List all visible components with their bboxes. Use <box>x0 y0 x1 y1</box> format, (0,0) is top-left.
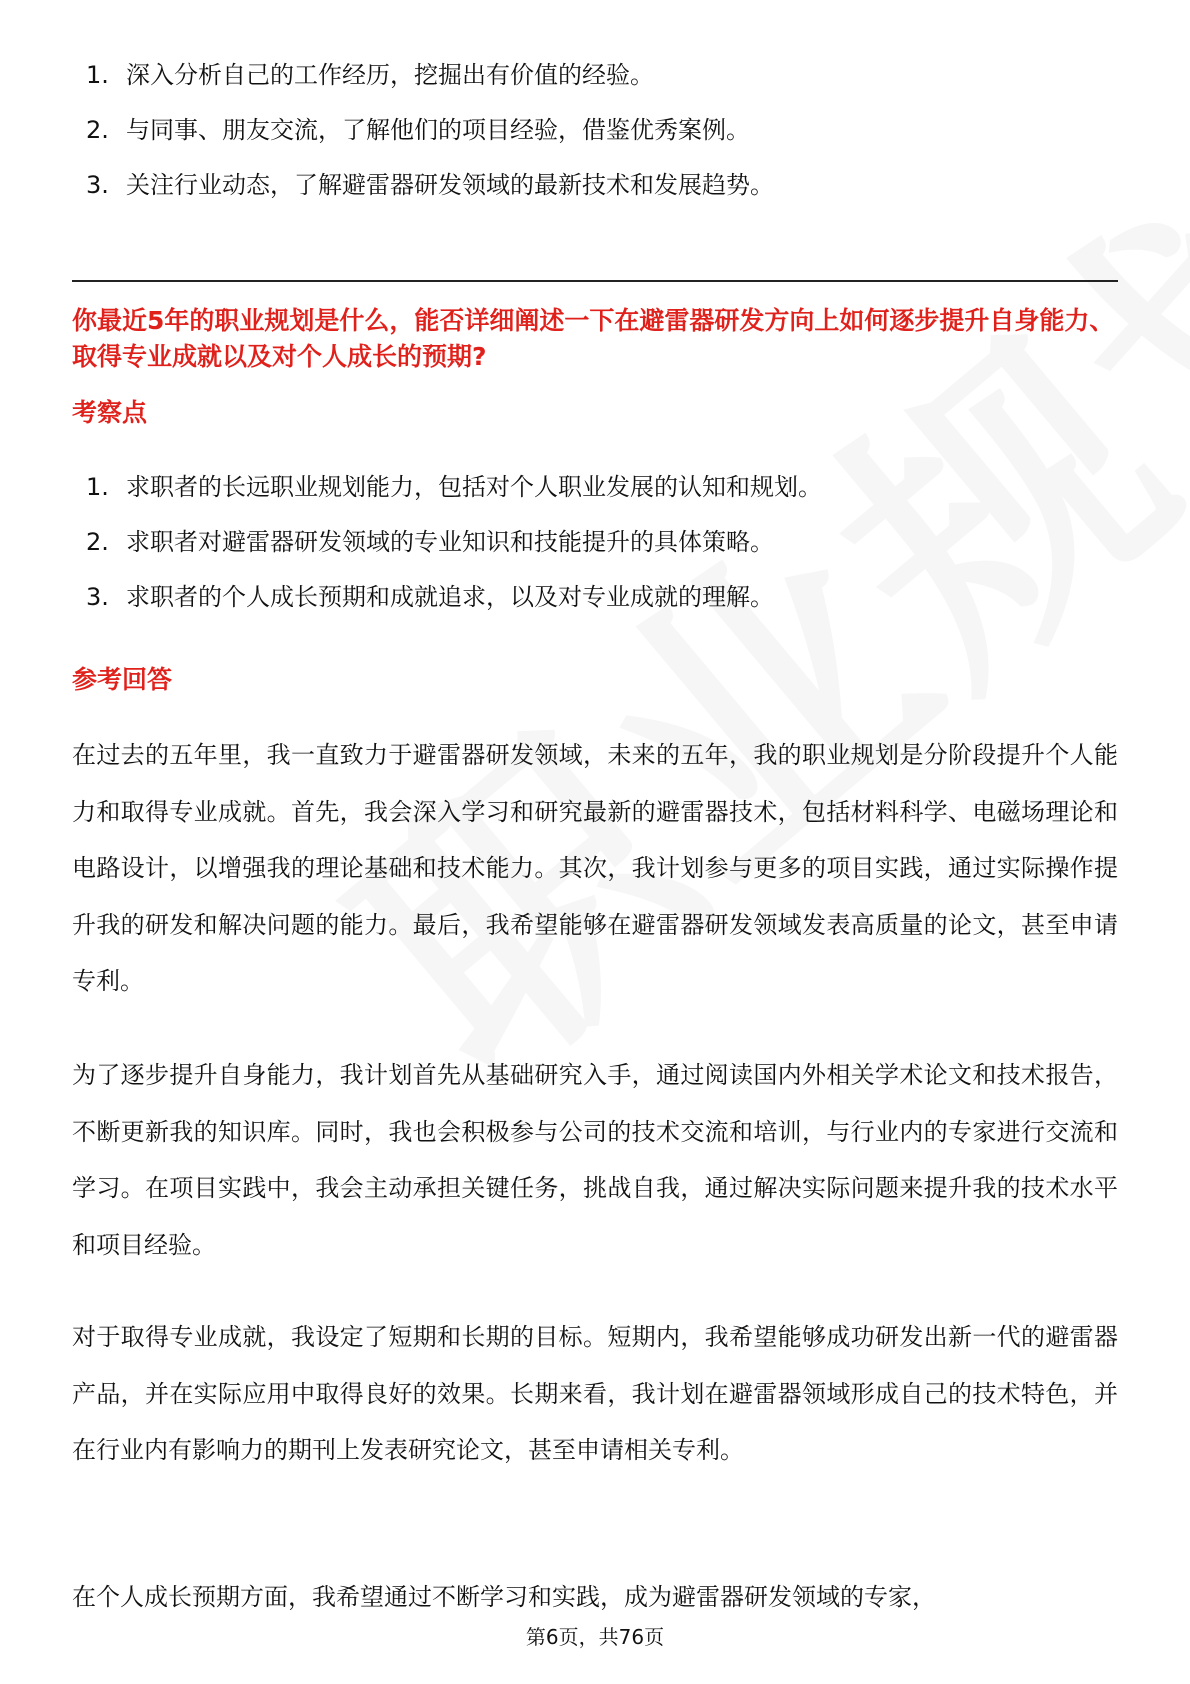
list-text: 与同事、朋友交流，了解他们的项目经验，借鉴优秀案例。 <box>126 116 750 144</box>
section-divider <box>72 280 1118 282</box>
list-item <box>86 114 1106 146</box>
answer-paragraph: 为了逐步提升自身能力，我计划首先从基础研究入手，通过阅读国内外相关学术论文和技术报告，不断更新我的知识库。同时，我也会积极参与公司的技术交流和培训，与行业内的专家进行交流和学习。在项目实践中，我会主动承担关键任务，挑战自我，通过解决实际问题来提升我的技术水平和项目经验。 <box>72 1061 1118 1259</box>
list-text: 求职者对避雷器研发领域的专业知识和技能提升的具体策略。 <box>126 528 774 556</box>
page-number: 第6页，共76页 <box>525 1625 665 1649</box>
list-number: 2. <box>86 116 109 144</box>
list-number: 3. <box>86 583 109 611</box>
list-item <box>86 526 1106 558</box>
answer-paragraph: 在过去的五年里，我一直致力于避雷器研发领域，未来的五年，我的职业规划是分阶段提升个人能力和取得专业成就。首先，我会深入学习和研究最新的避雷器技术，包括材料科学、电磁场理论和电路设计，以增强我的理论基础和技术能力。其次，我计划参与更多的项目实践，通过实际操作提升我的研发和解决问题的能力。最后，我希望能够在避雷器研发领域发表高质量的论文，甚至申请专利。 <box>72 741 1118 995</box>
answer-paragraph: 对于取得专业成就，我设定了短期和长期的目标。短期内，我希望能够成功研发出新一代的避雷器产品，并在实际应用中取得良好的效果。长期来看，我计划在避雷器领域形成自己的技术特色，并在行业内有影响力的期刊上发表研究论文，甚至申请相关专利。 <box>72 1323 1118 1464</box>
list-number: 3. <box>86 171 109 199</box>
list-text: 关注行业动态，了解避雷器研发领域的最新技术和发展趋势。 <box>126 171 774 199</box>
list-number: 2. <box>86 528 109 556</box>
list-item <box>86 59 1106 91</box>
list-number: 1. <box>86 473 109 501</box>
answer-heading: 参考回答 <box>72 665 173 694</box>
list-text: 求职者的长远职业规划能力，包括对个人职业发展的认知和规划。 <box>126 473 822 501</box>
interview-question: 你最近5年的职业规划是什么，能否详细阐述一下在避雷器研发方向上如何逐步提升自身能力、取得专业成就以及对个人成长的预期? <box>72 306 1115 371</box>
list-text: 求职者的个人成长预期和成就追求，以及对专业成就的理解。 <box>126 583 774 611</box>
list-item <box>86 581 1106 613</box>
list-item <box>86 169 1106 201</box>
list-text: 深入分析自己的工作经历，挖掘出有价值的经验。 <box>126 61 654 89</box>
list-number: 1. <box>86 61 109 89</box>
focus-heading: 考察点 <box>72 398 148 427</box>
answer-paragraph: 在个人成长预期方面，我希望通过不断学习和实践，成为避雷器研发领域的专家， <box>72 1583 936 1611</box>
list-item <box>86 471 1106 503</box>
